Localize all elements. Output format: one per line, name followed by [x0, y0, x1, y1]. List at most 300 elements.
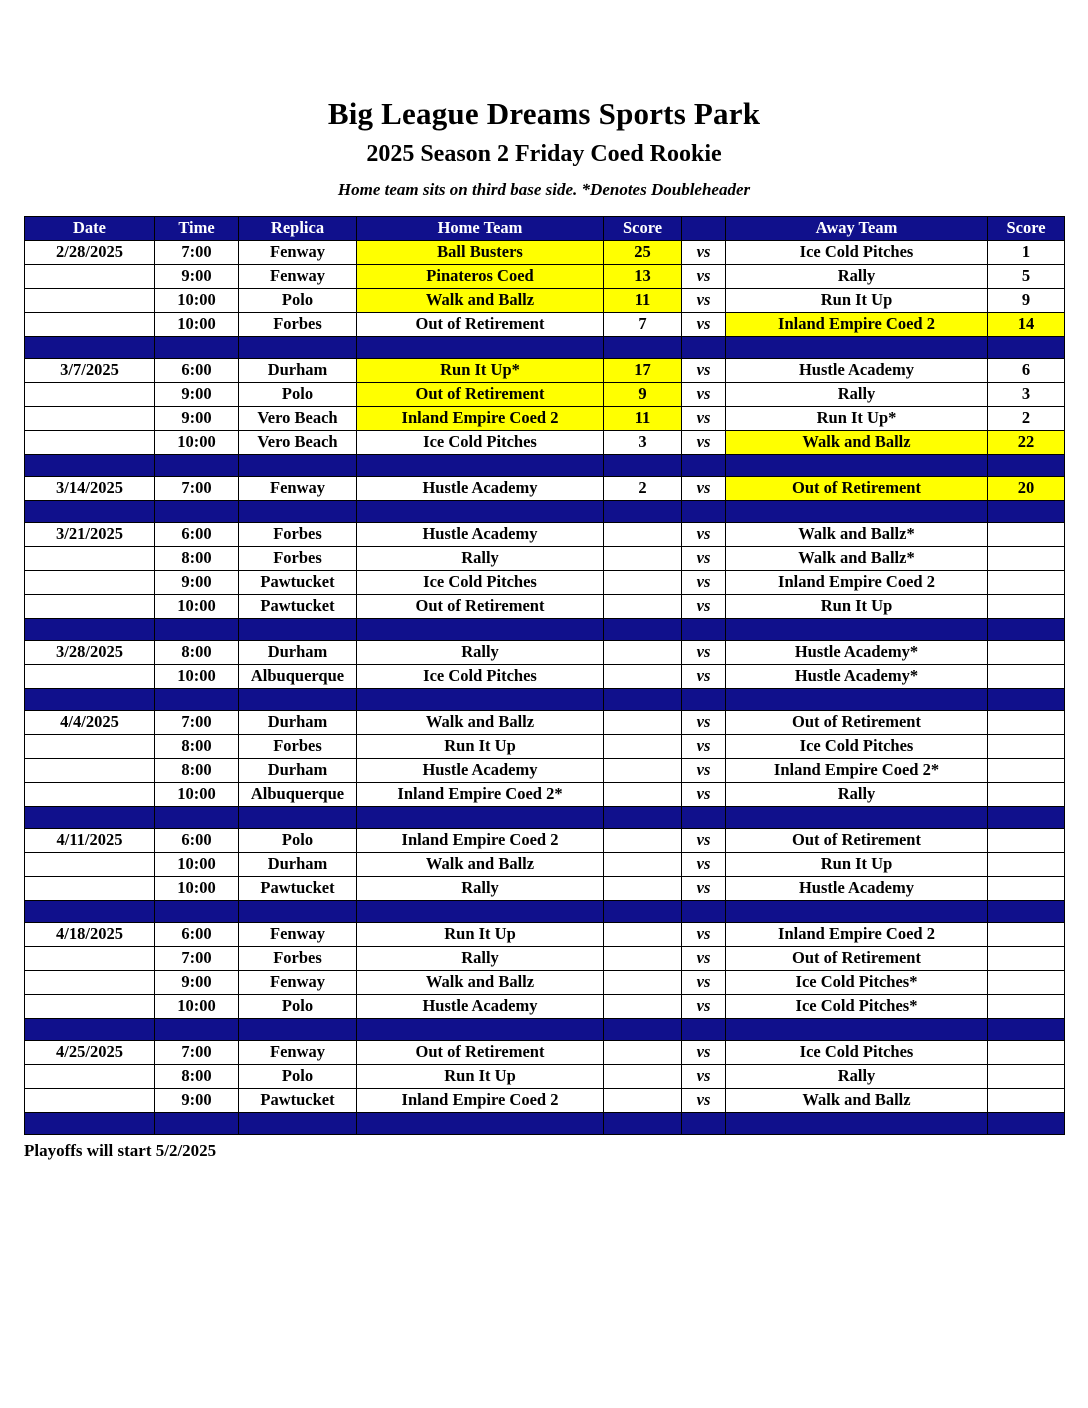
cell-vs: vs	[682, 312, 726, 336]
cell-replica: Polo	[239, 994, 357, 1018]
cell-away-team: Ice Cold Pitches	[726, 1040, 988, 1064]
cell-date	[25, 406, 155, 430]
cell-away-team: Out of Retirement	[726, 828, 988, 852]
week-separator-cell	[239, 336, 357, 358]
week-separator-cell	[604, 1112, 682, 1134]
cell-home-score	[604, 546, 682, 570]
week-separator-cell	[682, 1112, 726, 1134]
cell-replica: Pawtucket	[239, 1088, 357, 1112]
cell-home-score	[604, 710, 682, 734]
cell-replica: Albuquerque	[239, 782, 357, 806]
table-row	[25, 1064, 1065, 1088]
cell-away-score	[988, 570, 1065, 594]
cell-home-team: Walk and Ballz	[357, 288, 604, 312]
cell-time: 7:00	[155, 946, 239, 970]
week-separator-row	[25, 1112, 1065, 1134]
cell-replica: Polo	[239, 828, 357, 852]
cell-date	[25, 1064, 155, 1088]
week-separator-cell	[155, 500, 239, 522]
cell-home-score: 2	[604, 476, 682, 500]
week-separator-cell	[726, 900, 988, 922]
cell-home-score	[604, 946, 682, 970]
cell-home-team: Hustle Academy	[357, 758, 604, 782]
week-separator-row	[25, 688, 1065, 710]
cell-home-team: Out of Retirement	[357, 312, 604, 336]
week-separator-row	[25, 900, 1065, 922]
week-separator-cell	[682, 1018, 726, 1040]
cell-date	[25, 382, 155, 406]
cell-home-score	[604, 594, 682, 618]
cell-away-score: 1	[988, 240, 1065, 264]
cell-away-team: Out of Retirement	[726, 710, 988, 734]
cell-time: 9:00	[155, 264, 239, 288]
week-separator-cell	[988, 688, 1065, 710]
cell-away-score	[988, 1088, 1065, 1112]
week-separator-cell	[682, 900, 726, 922]
cell-replica: Fenway	[239, 970, 357, 994]
cell-home-team: Inland Empire Coed 2*	[357, 782, 604, 806]
cell-away-score	[988, 828, 1065, 852]
cell-date	[25, 312, 155, 336]
week-separator-cell	[239, 1018, 357, 1040]
week-separator-row	[25, 1018, 1065, 1040]
cell-time: 8:00	[155, 546, 239, 570]
week-separator-cell	[726, 806, 988, 828]
cell-vs: vs	[682, 782, 726, 806]
cell-away-score: 5	[988, 264, 1065, 288]
week-separator-cell	[155, 688, 239, 710]
cell-vs: vs	[682, 264, 726, 288]
cell-time: 6:00	[155, 358, 239, 382]
cell-home-score	[604, 852, 682, 876]
week-separator-cell	[726, 1112, 988, 1134]
cell-away-score: 20	[988, 476, 1065, 500]
week-separator-cell	[155, 336, 239, 358]
cell-home-team: Inland Empire Coed 2	[357, 406, 604, 430]
schedule-table-wrap	[24, 216, 1064, 1135]
cell-date	[25, 970, 155, 994]
cell-replica: Forbes	[239, 522, 357, 546]
cell-vs: vs	[682, 640, 726, 664]
cell-date: 4/18/2025	[25, 922, 155, 946]
cell-home-score: 3	[604, 430, 682, 454]
cell-time: 9:00	[155, 1088, 239, 1112]
cell-away-team: Ice Cold Pitches*	[726, 994, 988, 1018]
cell-vs: vs	[682, 664, 726, 688]
week-separator-cell	[239, 618, 357, 640]
cell-away-score: 14	[988, 312, 1065, 336]
cell-date: 4/11/2025	[25, 828, 155, 852]
cell-replica: Forbes	[239, 312, 357, 336]
cell-replica: Fenway	[239, 1040, 357, 1064]
cell-replica: Fenway	[239, 240, 357, 264]
cell-home-score	[604, 570, 682, 594]
cell-home-score: 7	[604, 312, 682, 336]
cell-home-team: Walk and Ballz	[357, 852, 604, 876]
cell-time: 9:00	[155, 382, 239, 406]
week-separator-cell	[25, 618, 155, 640]
week-separator-cell	[604, 336, 682, 358]
table-row	[25, 922, 1065, 946]
cell-home-score	[604, 876, 682, 900]
cell-home-team: Ice Cold Pitches	[357, 664, 604, 688]
cell-vs: vs	[682, 994, 726, 1018]
cell-time: 10:00	[155, 664, 239, 688]
cell-time: 10:00	[155, 312, 239, 336]
cell-time: 7:00	[155, 710, 239, 734]
cell-time: 10:00	[155, 876, 239, 900]
table-row	[25, 264, 1065, 288]
column-header-date: Date	[25, 216, 155, 240]
week-separator-cell	[357, 1112, 604, 1134]
cell-time: 10:00	[155, 994, 239, 1018]
cell-away-score	[988, 522, 1065, 546]
cell-home-score: 11	[604, 406, 682, 430]
cell-away-team: Walk and Ballz	[726, 430, 988, 454]
cell-time: 8:00	[155, 640, 239, 664]
cell-date: 4/25/2025	[25, 1040, 155, 1064]
home-team-note: Home team sits on third base side. *Denotes Doubleheader	[337, 180, 751, 200]
week-separator-cell	[239, 900, 357, 922]
table-row	[25, 382, 1065, 406]
cell-away-team: Run It Up*	[726, 406, 988, 430]
table-header-row	[25, 216, 1065, 240]
week-separator-cell	[988, 500, 1065, 522]
column-header-vs	[682, 216, 726, 240]
week-separator-cell	[682, 500, 726, 522]
week-separator-cell	[25, 1018, 155, 1040]
cell-date	[25, 782, 155, 806]
cell-vs: vs	[682, 358, 726, 382]
cell-away-score: 2	[988, 406, 1065, 430]
week-separator-cell	[25, 1112, 155, 1134]
cell-away-score	[988, 922, 1065, 946]
cell-time: 6:00	[155, 522, 239, 546]
cell-date	[25, 288, 155, 312]
week-separator-cell	[25, 500, 155, 522]
cell-home-score	[604, 664, 682, 688]
week-separator-cell	[988, 1018, 1065, 1040]
week-separator-cell	[25, 900, 155, 922]
cell-away-team: Hustle Academy*	[726, 664, 988, 688]
cell-home-score: 17	[604, 358, 682, 382]
cell-home-team: Rally	[357, 876, 604, 900]
cell-home-team: Run It Up	[357, 922, 604, 946]
week-separator-cell	[988, 336, 1065, 358]
week-separator-cell	[25, 688, 155, 710]
cell-away-team: Ice Cold Pitches*	[726, 970, 988, 994]
cell-replica: Polo	[239, 288, 357, 312]
week-separator-row	[25, 500, 1065, 522]
cell-date: 4/4/2025	[25, 710, 155, 734]
column-header-home-team: Home Team	[357, 216, 604, 240]
week-separator-cell	[357, 336, 604, 358]
table-row	[25, 1040, 1065, 1064]
cell-away-score	[988, 640, 1065, 664]
cell-replica: Vero Beach	[239, 406, 357, 430]
cell-date	[25, 946, 155, 970]
cell-vs: vs	[682, 852, 726, 876]
cell-home-team: Inland Empire Coed 2	[357, 828, 604, 852]
cell-away-score	[988, 1064, 1065, 1088]
week-separator-cell	[604, 806, 682, 828]
cell-home-score	[604, 828, 682, 852]
table-row	[25, 546, 1065, 570]
cell-home-team: Run It Up	[357, 1064, 604, 1088]
week-separator-row	[25, 336, 1065, 358]
cell-vs: vs	[682, 570, 726, 594]
cell-vs: vs	[682, 430, 726, 454]
cell-home-team: Rally	[357, 640, 604, 664]
week-separator-cell	[682, 454, 726, 476]
week-separator-cell	[239, 688, 357, 710]
table-row	[25, 522, 1065, 546]
cell-vs: vs	[682, 1040, 726, 1064]
table-row	[25, 288, 1065, 312]
cell-away-team: Inland Empire Coed 2	[726, 312, 988, 336]
cell-date	[25, 594, 155, 618]
cell-replica: Polo	[239, 1064, 357, 1088]
cell-replica: Vero Beach	[239, 430, 357, 454]
cell-replica: Durham	[239, 358, 357, 382]
page-title: Big League Dreams Sports Park	[327, 96, 761, 131]
cell-date: 3/14/2025	[25, 476, 155, 500]
cell-home-score	[604, 522, 682, 546]
cell-time: 7:00	[155, 476, 239, 500]
cell-away-score	[988, 758, 1065, 782]
week-separator-cell	[155, 1018, 239, 1040]
cell-away-team: Walk and Ballz*	[726, 522, 988, 546]
cell-time: 6:00	[155, 922, 239, 946]
table-row	[25, 782, 1065, 806]
table-row	[25, 1088, 1065, 1112]
cell-away-team: Out of Retirement	[726, 946, 988, 970]
week-separator-cell	[682, 688, 726, 710]
cell-away-team: Run It Up	[726, 852, 988, 876]
cell-replica: Forbes	[239, 546, 357, 570]
cell-home-team: Run It Up*	[357, 358, 604, 382]
cell-time: 10:00	[155, 852, 239, 876]
week-separator-cell	[155, 454, 239, 476]
cell-time: 7:00	[155, 240, 239, 264]
week-separator-cell	[25, 454, 155, 476]
cell-home-team: Pinateros Coed	[357, 264, 604, 288]
cell-time: 9:00	[155, 570, 239, 594]
week-separator-cell	[726, 688, 988, 710]
cell-home-score: 11	[604, 288, 682, 312]
cell-date	[25, 852, 155, 876]
cell-replica: Durham	[239, 758, 357, 782]
schedule-table	[24, 216, 1065, 1135]
week-separator-cell	[604, 900, 682, 922]
document-header	[0, 0, 1088, 200]
cell-home-team: Inland Empire Coed 2	[357, 1088, 604, 1112]
cell-home-score	[604, 758, 682, 782]
cell-away-score	[988, 1040, 1065, 1064]
cell-away-score	[988, 876, 1065, 900]
cell-date	[25, 1088, 155, 1112]
week-separator-cell	[357, 1018, 604, 1040]
cell-time: 10:00	[155, 288, 239, 312]
cell-away-team: Walk and Ballz*	[726, 546, 988, 570]
week-separator-cell	[726, 618, 988, 640]
cell-away-team: Rally	[726, 782, 988, 806]
cell-replica: Durham	[239, 710, 357, 734]
week-separator-cell	[155, 618, 239, 640]
week-separator-cell	[25, 806, 155, 828]
cell-home-team: Ball Busters	[357, 240, 604, 264]
schedule-body	[25, 240, 1065, 1134]
cell-date	[25, 264, 155, 288]
cell-replica: Forbes	[239, 734, 357, 758]
cell-away-team: Run It Up	[726, 288, 988, 312]
cell-away-score	[988, 546, 1065, 570]
cell-away-team: Ice Cold Pitches	[726, 240, 988, 264]
cell-home-score	[604, 1040, 682, 1064]
week-separator-cell	[357, 688, 604, 710]
cell-away-score	[988, 734, 1065, 758]
week-separator-cell	[726, 1018, 988, 1040]
week-separator-cell	[988, 1112, 1065, 1134]
cell-vs: vs	[682, 594, 726, 618]
cell-away-score	[988, 664, 1065, 688]
cell-home-team: Walk and Ballz	[357, 710, 604, 734]
table-row	[25, 240, 1065, 264]
cell-away-team: Out of Retirement	[726, 476, 988, 500]
cell-time: 6:00	[155, 828, 239, 852]
cell-away-team: Inland Empire Coed 2	[726, 922, 988, 946]
cell-away-score: 3	[988, 382, 1065, 406]
cell-home-score	[604, 1064, 682, 1088]
cell-replica: Forbes	[239, 946, 357, 970]
week-separator-cell	[988, 806, 1065, 828]
cell-replica: Fenway	[239, 476, 357, 500]
week-separator-cell	[682, 806, 726, 828]
table-row	[25, 876, 1065, 900]
cell-vs: vs	[682, 1088, 726, 1112]
week-separator-cell	[682, 618, 726, 640]
cell-time: 9:00	[155, 406, 239, 430]
week-separator-cell	[726, 454, 988, 476]
cell-home-team: Hustle Academy	[357, 994, 604, 1018]
cell-away-team: Inland Empire Coed 2	[726, 570, 988, 594]
table-row	[25, 312, 1065, 336]
cell-time: 10:00	[155, 430, 239, 454]
cell-away-team: Run It Up	[726, 594, 988, 618]
cell-away-score	[988, 994, 1065, 1018]
table-row	[25, 758, 1065, 782]
week-separator-cell	[604, 688, 682, 710]
cell-date: 3/21/2025	[25, 522, 155, 546]
cell-replica: Fenway	[239, 264, 357, 288]
week-separator-cell	[604, 618, 682, 640]
cell-vs: vs	[682, 240, 726, 264]
cell-date	[25, 430, 155, 454]
table-row	[25, 734, 1065, 758]
cell-away-score: 9	[988, 288, 1065, 312]
cell-home-score	[604, 782, 682, 806]
week-separator-cell	[239, 1112, 357, 1134]
cell-replica: Durham	[239, 640, 357, 664]
cell-time: 8:00	[155, 758, 239, 782]
week-separator-cell	[357, 500, 604, 522]
table-row	[25, 640, 1065, 664]
cell-away-team: Hustle Academy	[726, 358, 988, 382]
cell-home-team: Hustle Academy	[357, 522, 604, 546]
table-row	[25, 406, 1065, 430]
cell-vs: vs	[682, 546, 726, 570]
week-separator-cell	[726, 500, 988, 522]
week-separator-row	[25, 806, 1065, 828]
cell-home-team: Ice Cold Pitches	[357, 430, 604, 454]
week-separator-cell	[155, 1112, 239, 1134]
table-row	[25, 358, 1065, 382]
cell-vs: vs	[682, 710, 726, 734]
cell-away-score	[988, 710, 1065, 734]
cell-home-score	[604, 994, 682, 1018]
cell-home-score: 13	[604, 264, 682, 288]
table-row	[25, 594, 1065, 618]
cell-home-team: Rally	[357, 546, 604, 570]
week-separator-cell	[357, 900, 604, 922]
table-row	[25, 946, 1065, 970]
cell-time: 8:00	[155, 734, 239, 758]
week-separator-cell	[155, 900, 239, 922]
playoffs-note: Playoffs will start 5/2/2025	[24, 1140, 217, 1160]
week-separator-cell	[357, 454, 604, 476]
cell-replica: Pawtucket	[239, 570, 357, 594]
cell-vs: vs	[682, 734, 726, 758]
cell-date	[25, 546, 155, 570]
cell-vs: vs	[682, 1064, 726, 1088]
cell-away-team: Inland Empire Coed 2*	[726, 758, 988, 782]
cell-away-team: Rally	[726, 1064, 988, 1088]
cell-time: 10:00	[155, 594, 239, 618]
cell-time: 8:00	[155, 1064, 239, 1088]
cell-replica: Pawtucket	[239, 876, 357, 900]
column-header-replica: Replica	[239, 216, 357, 240]
cell-date: 3/28/2025	[25, 640, 155, 664]
week-separator-cell	[604, 454, 682, 476]
table-row	[25, 970, 1065, 994]
cell-away-team: Rally	[726, 264, 988, 288]
cell-home-team: Run It Up	[357, 734, 604, 758]
week-separator-cell	[988, 454, 1065, 476]
table-row	[25, 994, 1065, 1018]
week-separator-cell	[239, 500, 357, 522]
week-separator-row	[25, 454, 1065, 476]
week-separator-cell	[25, 336, 155, 358]
table-row	[25, 852, 1065, 876]
cell-replica: Durham	[239, 852, 357, 876]
week-separator-cell	[239, 806, 357, 828]
cell-vs: vs	[682, 382, 726, 406]
cell-date	[25, 664, 155, 688]
cell-vs: vs	[682, 946, 726, 970]
cell-date: 2/28/2025	[25, 240, 155, 264]
cell-home-score	[604, 970, 682, 994]
cell-time: 9:00	[155, 970, 239, 994]
week-separator-cell	[604, 500, 682, 522]
cell-replica: Polo	[239, 382, 357, 406]
table-row	[25, 476, 1065, 500]
cell-away-score	[988, 782, 1065, 806]
cell-date	[25, 758, 155, 782]
cell-time: 7:00	[155, 1040, 239, 1064]
week-separator-row	[25, 618, 1065, 640]
cell-home-score	[604, 1088, 682, 1112]
table-row	[25, 710, 1065, 734]
